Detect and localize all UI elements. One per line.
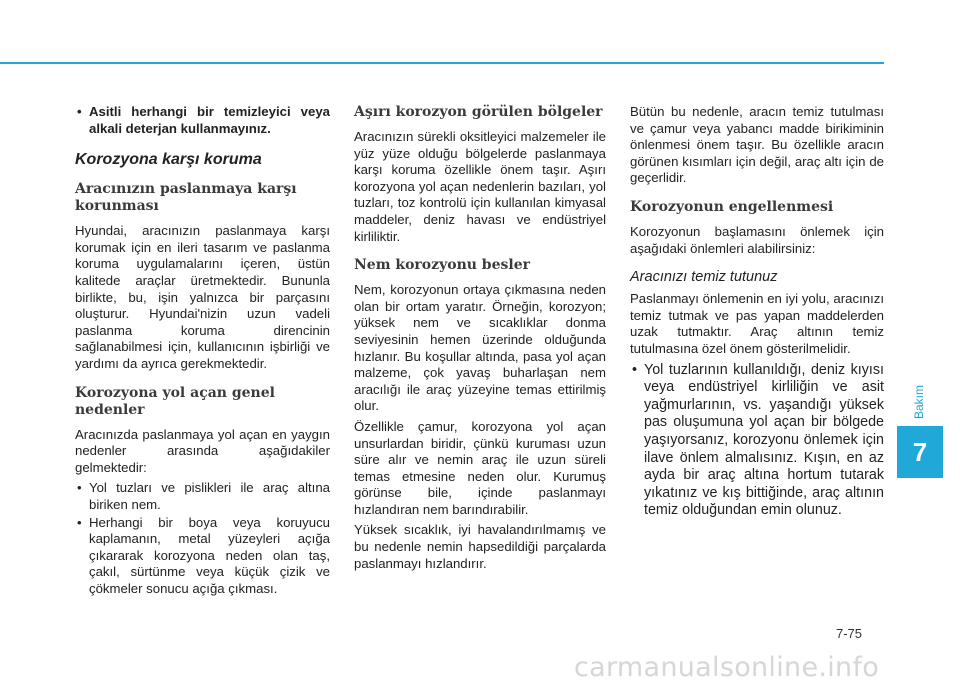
section-title: Korozyona karşı koruma: [75, 151, 262, 169]
causes-list: [75, 480, 330, 597]
paragraph: Aracınızın sürekli oksitleyici malzemeler ile yüz yüze olduğu bölgelerde paslanmaya karşı koruma özellikle önem taşır. Aşırı korozyona yol açan nedenlerin bazıları, yol tuzları, toz kontrolü için kullanılan kimyasal maddeler, deniz havası ve endüstriyel kirliliktir.: [354, 129, 606, 244]
column-3: [630, 104, 884, 524]
subheading: Nem korozyonu besler: [354, 257, 530, 274]
warning-list: [75, 104, 330, 137]
list-item: • Yol tuzları ve pislikleri ile araç altına biriken nem.: [75, 480, 330, 513]
page-number: 7-75: [836, 626, 863, 641]
paragraph: Özellikle çamur, korozyona yol açan unsurlardan biridir, çünkü kuruması uzun süre alır ve nemin araç ile uzun süreli temas etmesine neden olur. Kurumuş görünse bile, içinde paslanmayı hızlandıran nem barındırabilir.: [354, 418, 606, 517]
subheading: Aşırı korozyon görülen bölgeler: [354, 104, 603, 120]
chapter-tab: 7: [897, 426, 943, 478]
paragraph: Yüksek sıcaklık, iyi havalandırılmamış ve bu nedenle nemin hapsedildiği parçalarda paslanmayı hızlandırır.: [354, 522, 606, 571]
chapter-label: Bakım: [912, 384, 927, 420]
watermark-text: carmanualsonline.info: [574, 652, 880, 683]
list-item: • Herhangi bir boya veya koruyucu kaplamanın, metal yüzeyleri açığa çıkararak korozyona neden olan taş, çakıl, sürtünme veya küçük çizik ve çökmeler sonucu açığa çıkması.: [75, 515, 330, 598]
subheading: Aracınızın paslanmaya karşı korunması: [75, 181, 297, 215]
subheading: Korozyona yol açan genel nedenler: [75, 384, 275, 418]
header-rule: [0, 62, 884, 64]
prevention-list: [630, 362, 884, 520]
paragraph: Hyundai, aracınızın paslanmaya karşı korumak için en ileri tasarım ve paslanma koruma uygulamalarını içeren, üstün kalitede araçlar üretmektedir. Bununla birlikte, bu, işin yalnızca bir parçasını oluşturur. Hyundai'nizin uzun vadeli paslanma koruma direncinin sağlanabilmesi için, kullanıcının işbirliği ve yardımı da ayrıca gerekmektedir.: [75, 223, 330, 371]
paragraph: Paslanmayı önlemenin en iyi yolu, aracınızı temiz tutmak ve pas yapan maddelerden uzak tutmaktır. Araç altının temiz tutulmasına özel önem gösterilmelidir.: [630, 291, 884, 356]
list-item: • Asitli herhangi bir temizleyici veya alkali deterjan kullanmayınız.: [75, 104, 330, 137]
column-2: [354, 104, 606, 576]
subheading-italic: Aracınızı temiz tutunuz: [630, 269, 778, 286]
column-1: [75, 104, 330, 601]
paragraph: Nem, korozyonun ortaya çıkmasına neden olan bir ortam yaratır. Örneğin, korozyon; yüksek nem ve sıcaklıklar donma seviyesinin hemen üzerinde olduğunda hızlanır. Bu koşullar altında, pasa yol açan malzeme, çok yavaş buharlaşan nem aracılığı ile araç yüzeyine temas ettirilmiş olur.: [354, 282, 606, 414]
paragraph: Korozyonun başlamasını önlemek için aşağıdaki önlemleri alabilirsiniz:: [630, 223, 884, 256]
paragraph: Bütün bu nedenle, aracın temiz tutulması ve çamur veya yabancı madde birikiminin önlenmesi önem taşır. Bu özellikle aracın görünen kısımları için değil, araç altı için de geçerlidir.: [630, 104, 884, 186]
list-item: • Yol tuzlarının kullanıldığı, deniz kıyısı veya endüstriyel kirliliğin ve asit yağmurlarının, vs. yaşandığı yüksek pas oluşumuna yol açan bir bölgede yaşıyorsanız, korozyonu önlemek için ilave önlem almalısınız. Kışın, en az ayda bir araç altına hortum tutarak yıkatınız ve kış bittiğinde, araç altının temiz olduğundan emin olunuz.: [630, 362, 884, 520]
subheading: Korozyonun engellenmesi: [630, 198, 834, 215]
paragraph: Aracınızda paslanmaya yol açan en yaygın nedenler arasında aşağıdakiler gelmektedir:: [75, 426, 330, 475]
